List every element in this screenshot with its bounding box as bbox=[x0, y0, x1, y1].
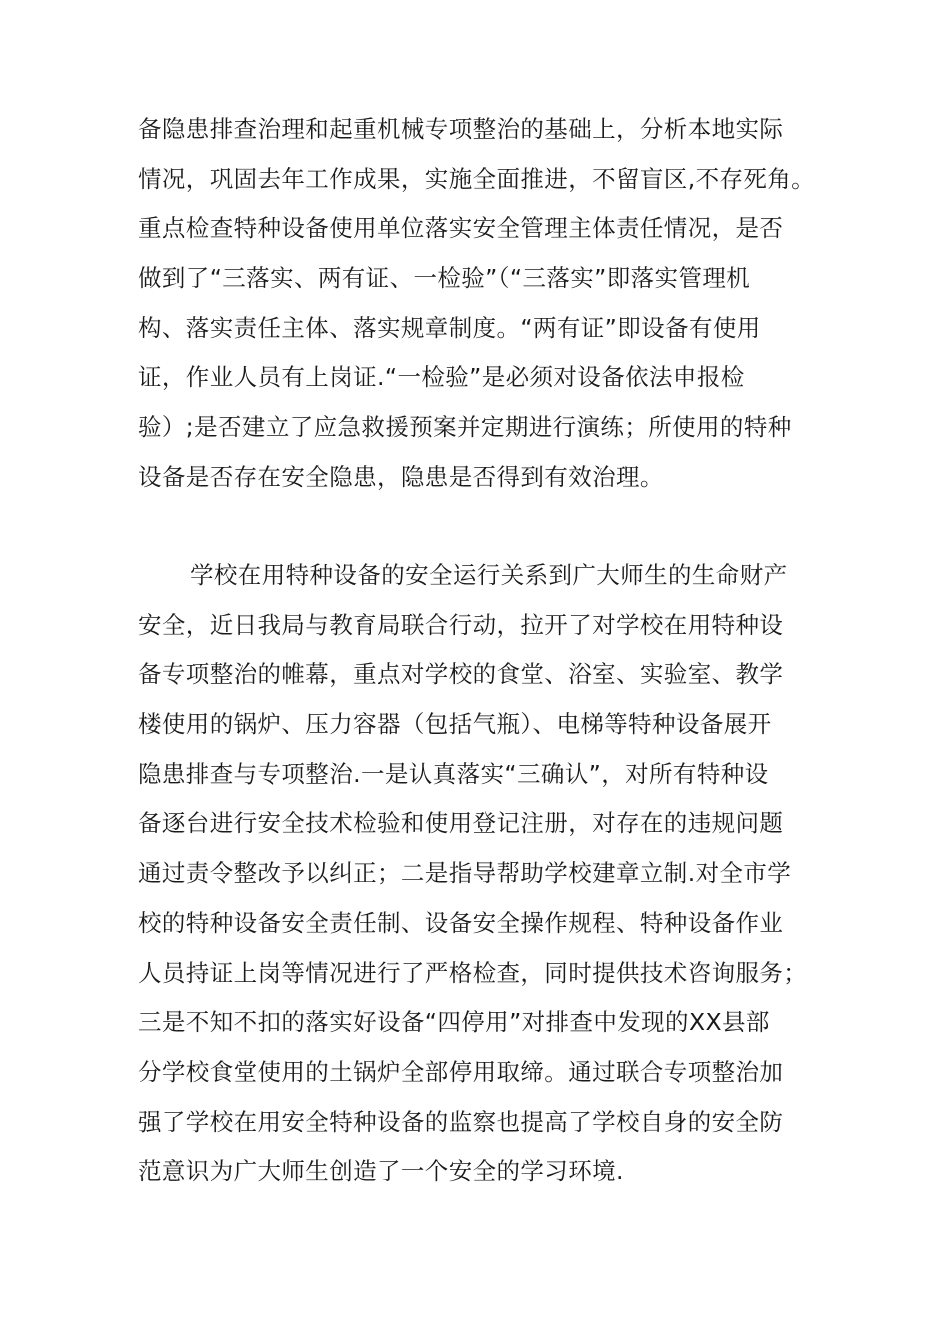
paragraph-line: 安全，近日我局与教育局联合行动，拉开了对学校在用特种设 bbox=[138, 610, 784, 639]
paragraph-line: 做到了“三落实、两有证、一检验”（“三落实”即落实管理机 bbox=[138, 264, 751, 293]
paragraph-1 bbox=[138, 105, 838, 503]
paragraph-line: 范意识为广大师生创造了一个安全的学习环境. bbox=[138, 1157, 624, 1186]
paragraph-line: 重点检查特种设备使用单位落实安全管理主体责任情况，是否 bbox=[138, 214, 784, 243]
paragraph-line: 备隐患排查治理和起重机械专项整治的基础上，分析本地实际 bbox=[138, 115, 784, 143]
paragraph-line: 备专项整治的帷幕，重点对学校的食堂、浴室、实验室、教学 bbox=[138, 660, 784, 689]
paragraph-line: 备逐台进行安全技术检验和使用登记注册，对存在的违规问题 bbox=[138, 809, 784, 838]
paragraph-2 bbox=[138, 551, 838, 1197]
paragraph-line: 设备是否存在安全隐患，隐患是否得到有效治理。 bbox=[138, 462, 664, 491]
paragraph-line: 三是不知不扣的落实好设备“四停用”对排查中发现的XX县部 bbox=[138, 1008, 770, 1037]
paragraph-line: 人员持证上岗等情况进行了严格检查，同时提供技术咨询服务； bbox=[138, 958, 808, 987]
paragraph-line: 隐患排查与专项整治.一是认真落实“三确认”，对所有特种设 bbox=[138, 759, 769, 788]
paragraph-line: 强了学校在用安全特种设备的监察也提高了学校自身的安全防 bbox=[138, 1107, 784, 1136]
paragraph-line: 证，作业人员有上岗证.“一检验”是必须对设备依法申报检 bbox=[138, 363, 745, 392]
paragraph-line: 分学校食堂使用的土锅炉全部停用取缔。通过联合专项整治加 bbox=[138, 1057, 784, 1086]
paragraph-line: 校的特种设备安全责任制、设备安全操作规程、特种设备作业 bbox=[138, 908, 784, 937]
paragraph-line: 学校在用特种设备的安全运行关系到广大师生的生命财产 bbox=[190, 561, 788, 589]
paragraph-line: 构、落实责任主体、落实规章制度。“两有证”即设备有使用 bbox=[138, 313, 761, 342]
paragraph-line: 通过责令整改予以纠正；二是指导帮助学校建章立制.对全市学 bbox=[138, 859, 792, 888]
paragraph-line: 验）;是否建立了应急救援预案并定期进行演练；所使用的特种 bbox=[138, 413, 792, 442]
paragraph-line: 楼使用的锅炉、压力容器（包括气瓶）、电梯等特种设备展开 bbox=[138, 710, 772, 739]
paragraph-line: 情况，巩固去年工作成果，实施全面推进，不留盲区,不存死角。 bbox=[138, 164, 816, 193]
